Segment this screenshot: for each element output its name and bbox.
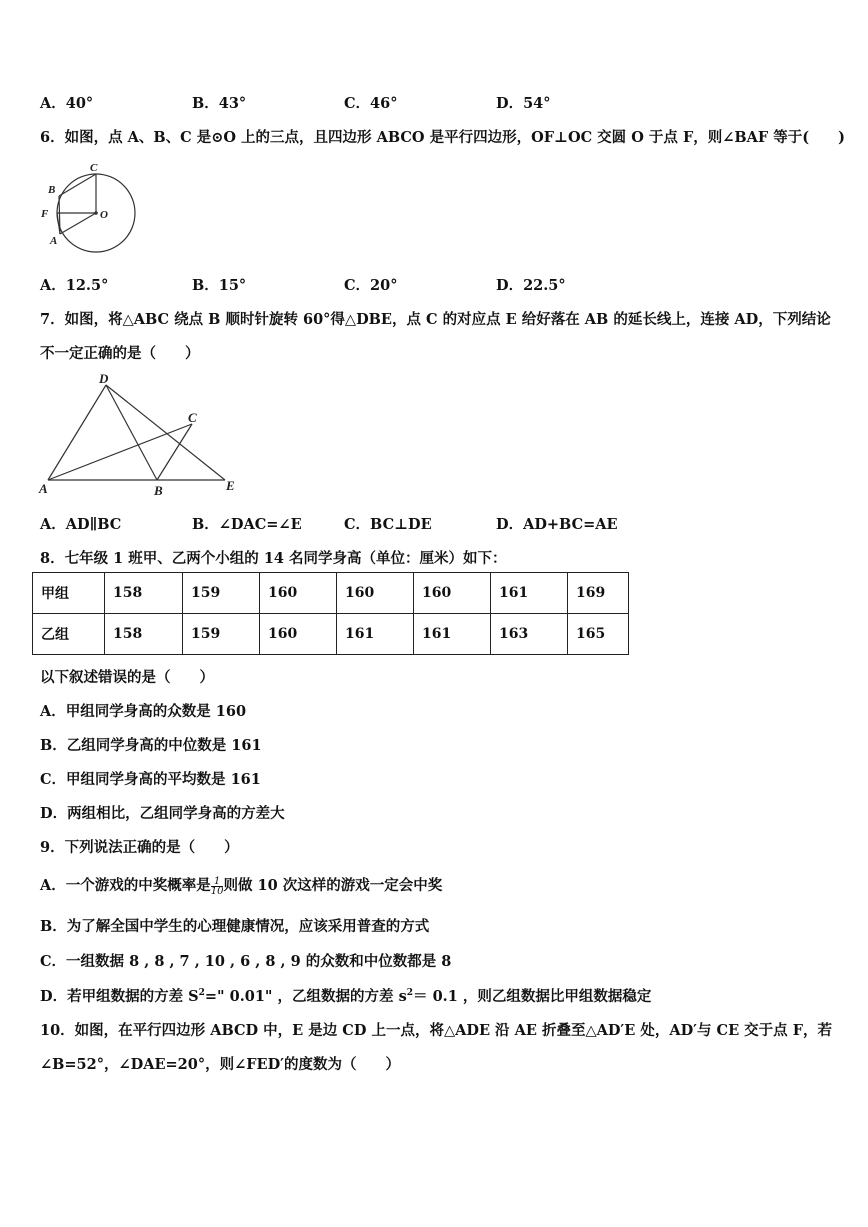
q6-option-c: C．20° [344, 277, 398, 294]
q7-segment-ad [48, 385, 106, 480]
q9-option-a-text: A．一个游戏的中奖概率是 [40, 877, 211, 894]
q9-option-c: C．一组数据 8 , 8 , 7 , 10 , 6 , 8 , 9 的众数和中位数都是 8 [40, 953, 452, 970]
q7-option-c: C．BC⊥DE [344, 516, 432, 533]
table-cell: 160 [414, 573, 491, 614]
q7-option-d: D．AD+BC=AE [496, 516, 618, 533]
q7-label-d: D [99, 371, 109, 386]
q5-option-c: C．46° [344, 95, 398, 112]
superscript: 2 [198, 988, 205, 999]
q8-question: 以下叙述错误的是（ ） [40, 669, 214, 686]
table-cell: 甲组 [33, 573, 105, 614]
q8-option-c: C．甲组同学身高的平均数是 161 [40, 771, 261, 788]
table-cell: 169 [568, 573, 629, 614]
table-cell: 乙组 [33, 614, 105, 655]
q7-label-b: B [154, 483, 163, 498]
table-cell: 160 [260, 614, 337, 655]
q10-stem-line2: ∠B=52°，∠DAE=20°，则∠FED′的度数为（ ） [40, 1056, 400, 1073]
q6-label-o: O [100, 209, 108, 221]
table-cell: 158 [105, 614, 183, 655]
q6-label-c: C [90, 162, 98, 174]
table-cell: 165 [568, 614, 629, 655]
q9-option-d-part3: ＝ 0.1 ，则乙组数据比甲组数据稳定 [413, 988, 652, 1005]
table-row [33, 614, 629, 655]
q7-segment-db [106, 385, 157, 480]
q6-segment-bc [59, 174, 96, 196]
q6-stem: 6．如图，点 A、B、C 是⊙O 上的三点，且四边形 ABCO 是平行四边形，OF⊥OC 交圆 O 于点 F，则∠BAF 等于( ) [40, 129, 845, 146]
q9-option-d-part1: D．若甲组数据的方差 S [40, 988, 199, 1005]
q10-stem-line1: 10．如图，在平行四边形 ABCD 中，E 是边 CD 上一点，将△ADE 沿 AE 折叠至△AD′E 处，AD′与 CE 交于点 F，若 [40, 1022, 833, 1039]
table-cell: 159 [183, 573, 260, 614]
q5-option-d: D．54° [496, 95, 551, 112]
q7-segment-bc [157, 424, 192, 480]
superscript: 2 [406, 988, 414, 999]
fraction-denominator: 10 [210, 885, 224, 897]
q6-point-o [94, 211, 98, 215]
q8-option-b: B．乙组同学身高的中位数是 161 [40, 737, 262, 754]
table-cell: 159 [183, 614, 260, 655]
q7-triangle-figure [36, 370, 241, 498]
q9-option-d-part2: =" 0.01" ，乙组数据的方差 s [204, 988, 407, 1005]
q6-option-d: D．22.5° [496, 277, 566, 294]
q9-option-b: B．为了解全国中学生的心理健康情况，应该采用普查的方式 [40, 918, 430, 935]
q9-option-d [40, 985, 651, 1006]
q6-label-b: B [48, 184, 56, 196]
q6-label-a: A [50, 235, 58, 247]
q7-segment-ac [48, 424, 192, 480]
q8-height-table [32, 572, 629, 655]
q7-label-a: A [39, 481, 48, 496]
q6-option-a: A．12.5° [40, 277, 109, 294]
q8-stem: 8．七年级 1 班甲、乙两个小组的 14 名同学身高（单位：厘米）如下： [40, 550, 507, 567]
table-cell: 163 [491, 614, 568, 655]
q7-option-a: A．AD∥BC [40, 516, 122, 533]
table-cell: 161 [414, 614, 491, 655]
q9-stem: 9．下列说法正确的是（ ） [40, 839, 239, 856]
fraction-numerator: 1 [213, 875, 221, 887]
table-cell: 158 [105, 573, 183, 614]
q7-stem-line1: 7．如图，将△ABC 绕点 B 顺时针旋转 60°得△DBE，点 C 的对应点 E 给好落在 AB 的延长线上，连接 AD，下列结论 [40, 311, 831, 328]
q6-label-f: F [41, 208, 49, 220]
table-row [33, 573, 629, 614]
table-cell: 160 [337, 573, 414, 614]
q7-label-e: E [226, 478, 235, 493]
table-cell: 160 [260, 573, 337, 614]
q9-option-a-tail: 则做 10 次这样的游戏一定会中奖 [223, 877, 443, 894]
q7-stem-line2: 不一定正确的是（ ） [40, 345, 200, 362]
q8-option-a: A．甲组同学身高的众数是 160 [40, 703, 247, 720]
q5-option-b: B．43° [192, 95, 247, 112]
table-cell: 161 [337, 614, 414, 655]
table-cell: 161 [491, 573, 568, 614]
q6-segment-ao [60, 213, 96, 234]
q9-option-a [40, 874, 442, 896]
q7-option-b: B．∠DAC=∠E [192, 516, 302, 533]
q5-option-a: A．40° [40, 95, 94, 112]
q6-circle-figure [34, 160, 144, 260]
q7-label-c: C [188, 410, 197, 425]
q8-option-d: D．两组相比，乙组同学身高的方差大 [40, 805, 285, 822]
q9-probability-fraction [211, 877, 224, 896]
q6-option-b: B．15° [192, 277, 247, 294]
